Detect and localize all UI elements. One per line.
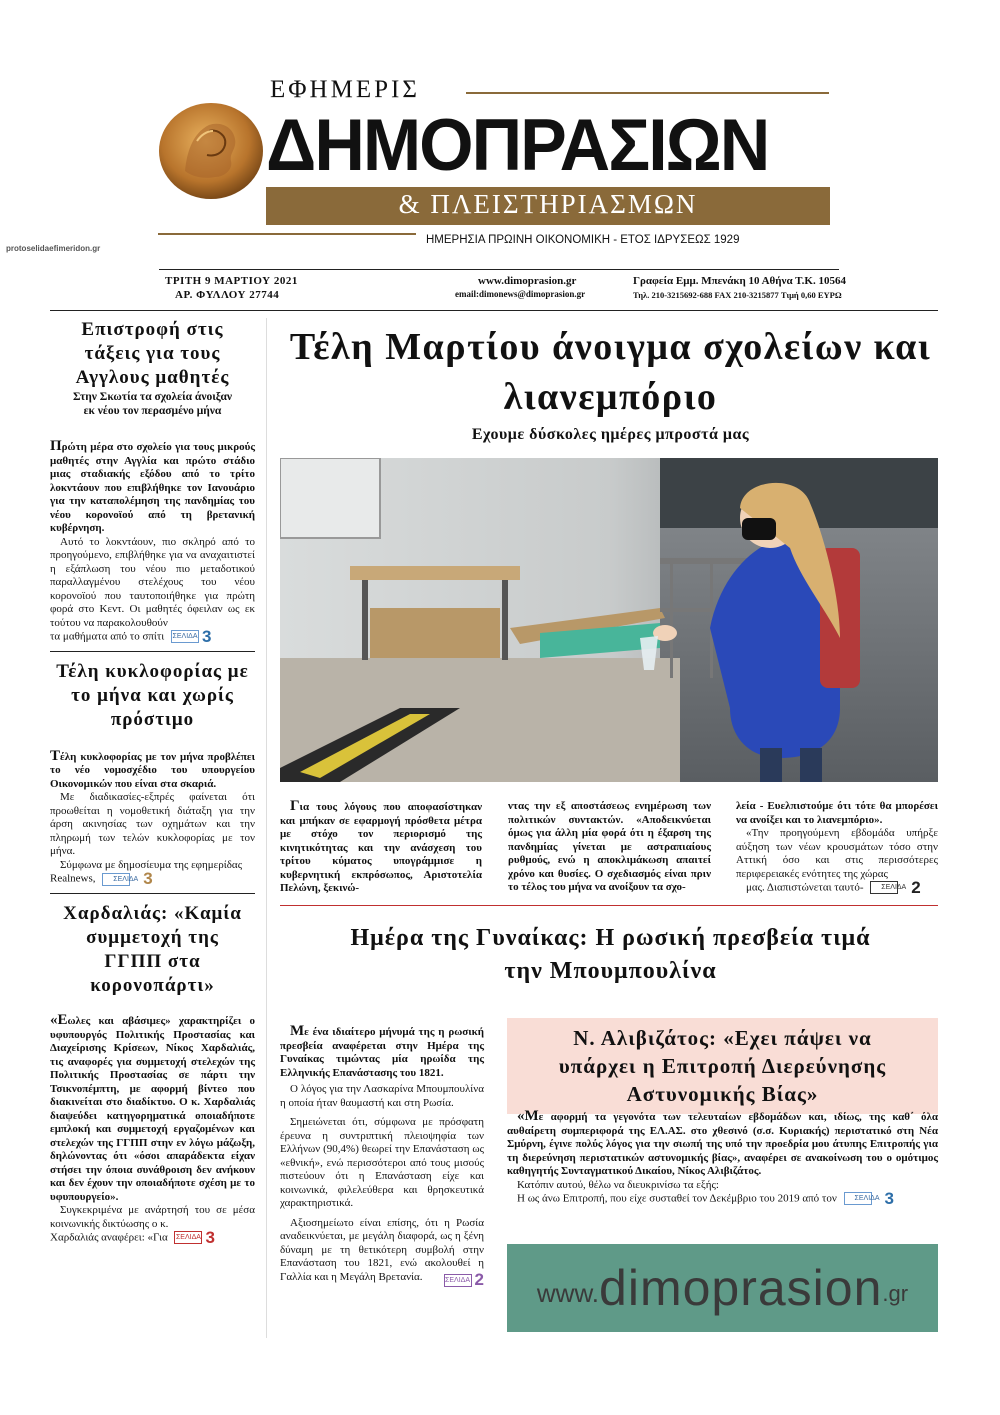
alivizatos-lead: «Με αφορμή τα γεγονότα των τελευταίων εβδομάδων και, ιδίως, της καθ΄ όλα αυθαίρετη συμπεριφορά της ΕΛ.ΑΣ. στο χθεσινό (σ.σ. Κυριακής) περιστατικό στη Νέα Σμύρνη, έγινε πολύς λόγος για την σιωπή της υπό την προεδρία μου άτυπης Επιτροπής για τη διερεύνηση περιστατικών αστυνομικής βίας», αναφέρει σε ανακοίνωση του ο ομότιμος καθηγητής Συνταγματικού Δικαίου, Νίκος Αλιβιζάτος. xyxy=(507,1108,938,1177)
article-hardalias xyxy=(50,902,255,1248)
page-icon: ΣΕΛΙΔΑ xyxy=(444,1274,472,1287)
masthead-rule-bottom xyxy=(158,233,416,235)
continue-page-number: 2 xyxy=(474,1270,484,1289)
main-story-text: λεία - Ευελπιστούμε ότι τότε θα μπορέσει να ανοίξει και το λιανεμπόριο». xyxy=(736,800,938,826)
article-body: Με διαδικασίες-εξπρές φαίνεται ότι προωθείται η νομοθετική διάταξη για την άρση ακινησίας των οχημάτων και την πληρωμή των τελών κυκλοφορίας με τον μήνα. xyxy=(50,791,255,858)
office-address: Γραφεία Εμμ. Μπενάκη 10 Αθήνα Τ.Κ. 10564 xyxy=(633,275,846,287)
continue-page-number: 2 xyxy=(911,878,921,897)
masthead-sub-word: & ΠΛΕΙΣΤΗΡΙΑΣΜΩΝ xyxy=(398,189,698,219)
article-tail: τα μαθήματα από το σπίτι ΣΕΛΙΔΑ 3 xyxy=(50,627,212,646)
main-story-col-2 xyxy=(508,800,711,895)
continue-page-link[interactable] xyxy=(844,1189,895,1208)
divider xyxy=(50,651,255,652)
article-subhead: Στην Σκωτία τα σχολεία άνοιξαν εκ νέου τον περασμένο μήνα xyxy=(72,391,232,417)
main-story-text: ντας την εξ αποστάσεως ενημέρωση των πολιτικών συντακτών. «Αποδεικνύεται όμως για άλλη μία φορά ότι η έξαρση της πανδημίας γίνεται με αστραπιαίους ρυθμούς, ενώ η αποκλιμάκωση απαιτεί χρόνο και θυσίες. Ο σχεδιασμός είναι πριν το τέλος του μήνα να ανοίξουν τα σχο- xyxy=(508,800,711,893)
watermark: protoselidaefimeridon.gr xyxy=(6,244,101,253)
divider xyxy=(50,893,255,894)
masthead-tagline: ΗΜΕΡΗΣΙΑ ΠΡΩΙΝΗ ΟΙΚΟΝΟΜΙΚΗ - ΕΤΟΣ ΙΔΡΥΣΕΩΣ 1929 xyxy=(426,234,740,246)
article-body: Αυτό το λοκντάουν, πιο σκληρό από το προηγούμενο, επιβλήθηκε για να αναχαιτιστεί η εξάπλωση του νέου πιο μεταδοτικού παραλλαγμένου στελέχους του νέου κορονοϊού που ταυτοποιήθηκε για πρώτη φορά στο Κεντ. Οι μαθητές όφειλαν ως εκ τούτου να παρακολουθούν xyxy=(50,535,255,629)
email-link[interactable]: email:dimonews@dimoprasion.gr xyxy=(455,289,586,299)
alivizatos-headline: Ν. Αλιβιζάτος: «Εχει πάψει να υπάρχει η Επιτροπή Διερεύνησης Αστυνομικής Βίας» xyxy=(558,1026,887,1106)
alivizatos-body: Κατόπιν αυτού, θέλω να διευκρινίσω τα εξής: xyxy=(517,1178,719,1191)
alivizatos-tail: Η ως άνω Επιτροπή, που είχε συσταθεί τον Δεκέμβριο του 2019 από τον ΣΕΛΙΔΑ 3 xyxy=(517,1189,895,1208)
continue-page-number: 3 xyxy=(202,627,212,646)
continue-page-number: 3 xyxy=(884,1189,895,1208)
page-icon: ΣΕΛΙΔΑ xyxy=(844,1192,872,1205)
info-bar-bottom-rule xyxy=(50,310,938,311)
banner-prefix: www. xyxy=(536,1277,600,1308)
article-lead: Τέλη κυκλοφορίας με τον μήνα προβλέπει το νέο νομοσχέδιο του υπουργείου Οικονομικών που είναι στα σκαριά. xyxy=(50,747,255,790)
main-subhead: Εχουμε δύσκολες ημέρες μπροστά μας xyxy=(471,426,750,443)
website-link[interactable]: www.dimoprasion.gr xyxy=(478,275,577,287)
masthead-top-word: ΕΦΗΜΕΡΙΣ xyxy=(270,76,420,103)
alivizatos-text xyxy=(507,1110,938,1206)
continue-page-number: 3 xyxy=(205,1228,215,1248)
masthead-main-word: ΔΗΜΟΠΡΑΣΙΩΝ xyxy=(266,104,769,186)
article-headline: Χαρδαλιάς: «Καμία συμμετοχή της ΓΓΠΠ στα κορονοπάρτι» xyxy=(63,903,242,997)
banner-suffix: .gr xyxy=(882,1281,909,1306)
women-story-text: Σημειώνεται ότι, σύμφωνα με πρόσφατη έρευνα η συντριπτική πλειοψηφία των Ελλήνων (90,4%) θεωρεί την Επανάσταση ως «εθνική», ενώ περισσότεροι από τους μισούς πιστεύουν ότι η Επανάσταση είχε και κοινωνικά, φιλελεύθερα και θρησκευτικά χαρακτηριστικά. xyxy=(280,1116,484,1209)
continue-page-link[interactable] xyxy=(174,1228,215,1248)
continue-page-link[interactable] xyxy=(870,878,921,897)
continue-page-number: 3 xyxy=(143,869,153,889)
main-story-rule xyxy=(280,905,938,906)
article-lead: «Εωλες και αβάσιμες» χαρακτηρίζει ο υφυπουργός Πολιτικής Προστασίας και Διαχείρισης Κρίσεων, Νίκος Χαρδαλιάς, τις αναφορές για συμμετοχή στελεχών της Πολιτικής Προστασίας σε πάρτι την Τσικνοπέμπτη, με αφορμή βίντεο που διακινείται στο διαδίκτυο. Ο κ. Χαρδαλιάς διαψεύδει κατηγορηματικά οποιαδήποτε εμπλοκή και συμμετοχή εργαζομένων και στελεχών της ΓΓΠΠ στην εν λόγω μάζωξη, δηλώνοντας ότι «όσοι απαράδεκτα είχαν στήσει την όποια συνάθροιση δεν ανήκουν και δεν έχουν την οποιαδήποτε σχέση με το υφυπουργείο». xyxy=(50,1012,255,1203)
banner-name: dimoprasion xyxy=(599,1260,883,1316)
continue-page-link[interactable] xyxy=(444,1270,484,1290)
article-headline: Τέλη κυκλοφορίας με το μήνα και χωρίς πρόστιμο xyxy=(56,660,249,730)
left-column xyxy=(50,318,255,1248)
women-story-text: Ο λόγος για την Λασκαρίνα Μπουμπουλίνα η οποία ήταν θαυμαστή και στη Ρωσία. xyxy=(280,1083,484,1109)
women-story-lead: Με ένα ιδιαίτερο μήνυμά της η ρωσική πρεσβεία αναφέρεται στην Ημέρα της Γυναίκας τιμώντας μία ηρωίδα της Ελληνικής Επανάστασης του 1821. xyxy=(280,1023,484,1079)
women-story-text: Αξιοσημείωτο είναι επίσης, ότι η Ρωσία αναδεικνύεται, με μεγάλη διαφορά, ως η ξένη δύναμη με τη θετικότερη συμβολή στην Επανάσταση του 1821, ενώ ακολουθεί η Γαλλία και η Μεγάλη Βρετανία. xyxy=(280,1216,484,1283)
article-schools-uk xyxy=(50,318,255,644)
article-tail: Χαρδαλιάς αναφέρει: «Για ΣΕΛΙΔΑ 3 xyxy=(50,1228,215,1248)
page-icon: ΣΕΛΙΔΑ xyxy=(870,881,898,894)
main-story-tail: μας. Διαπιστώνεται ταυτό- ΣΕΛΙΔΑ 2 xyxy=(746,878,921,897)
main-headline: Τέλη Μαρτίου άνοιγμα σχολείων και λιανεμπόριο xyxy=(289,326,932,418)
website-banner[interactable] xyxy=(507,1244,938,1332)
info-bar-top-rule xyxy=(159,269,839,270)
continue-page-link[interactable] xyxy=(171,627,212,646)
main-photo xyxy=(280,458,938,782)
article-lead: Πρώτη μέρα στο σχολείο για τους μικρούς μαθητές στην Αγγλία και πρώτο στάδιο μιας σταδιακής εξόδου από το τρίτο λοκντάουν που επιβλήθηκε τον Ιανουάριο για την καταπολέμηση της πανδημίας του νέου κορονοϊού από τη βρετανική κυβέρνηση. xyxy=(50,438,255,534)
main-story-text: «Την προηγούμενη εβδομάδα υπήρξε αύξηση των νέων κρουσμάτων τόσο στην Αττική όσο και στις περισσότερες περιφερειακές ενότητες της χώρας xyxy=(736,827,938,880)
main-story-text: Για τους λόγους που αποφασίστηκαν και μπήκαν σε εφαρμογή πρόσθετα μέτρα με στόχο τον περιορισμό της κινητικότητας και την ανάσχεση του τρίτου κύματος υπογράμμισε η κυβερνητική εκπρόσωπος, Αριστοτελία Πελώνη, ξεκινώ- xyxy=(280,798,482,894)
women-headline: Ημέρα της Γυναίκας: Η ρωσική πρεσβεία τιμά την Μπουμπουλίνα xyxy=(350,925,871,984)
page-icon: ΣΕΛΙΔΑ xyxy=(171,630,199,643)
article-headline: Επιστροφή στις τάξεις για τους Αγγλους μαθητές xyxy=(75,319,230,388)
article-tail: Σύμφωνα με δημοσίευμα της εφημερίδας Realnews, ΣΕΛΙΔΑ 3 xyxy=(50,858,243,889)
article-body: Συγκεκριμένα με ανάρτησή του σε μέσα κοινωνικής δικτύωσης ο κ. xyxy=(50,1204,255,1230)
continue-page-link[interactable] xyxy=(102,869,153,889)
page-icon: ΣΕΛΙΔΑ xyxy=(102,873,130,886)
issue-number: ΑΡ. ΦΥΛΛΟΥ 27744 xyxy=(175,289,280,301)
main-story-col-3 xyxy=(736,800,938,895)
main-story-col-1 xyxy=(280,800,482,896)
article-traffic-fees xyxy=(50,660,255,889)
coin-logo xyxy=(157,101,265,201)
column-divider xyxy=(266,318,267,1338)
issue-date: ΤΡΙΤΗ 9 ΜΑΡΤΙΟΥ 2021 xyxy=(165,275,298,287)
women-story xyxy=(280,1025,484,1290)
office-contact: Τηλ. 210-3215692-688 FAX 210-3215877 Τιμή 0,60 ΕΥΡΩ xyxy=(633,290,842,300)
masthead-rule-top xyxy=(466,92,829,94)
page-icon: ΣΕΛΙΔΑ xyxy=(174,1231,202,1244)
